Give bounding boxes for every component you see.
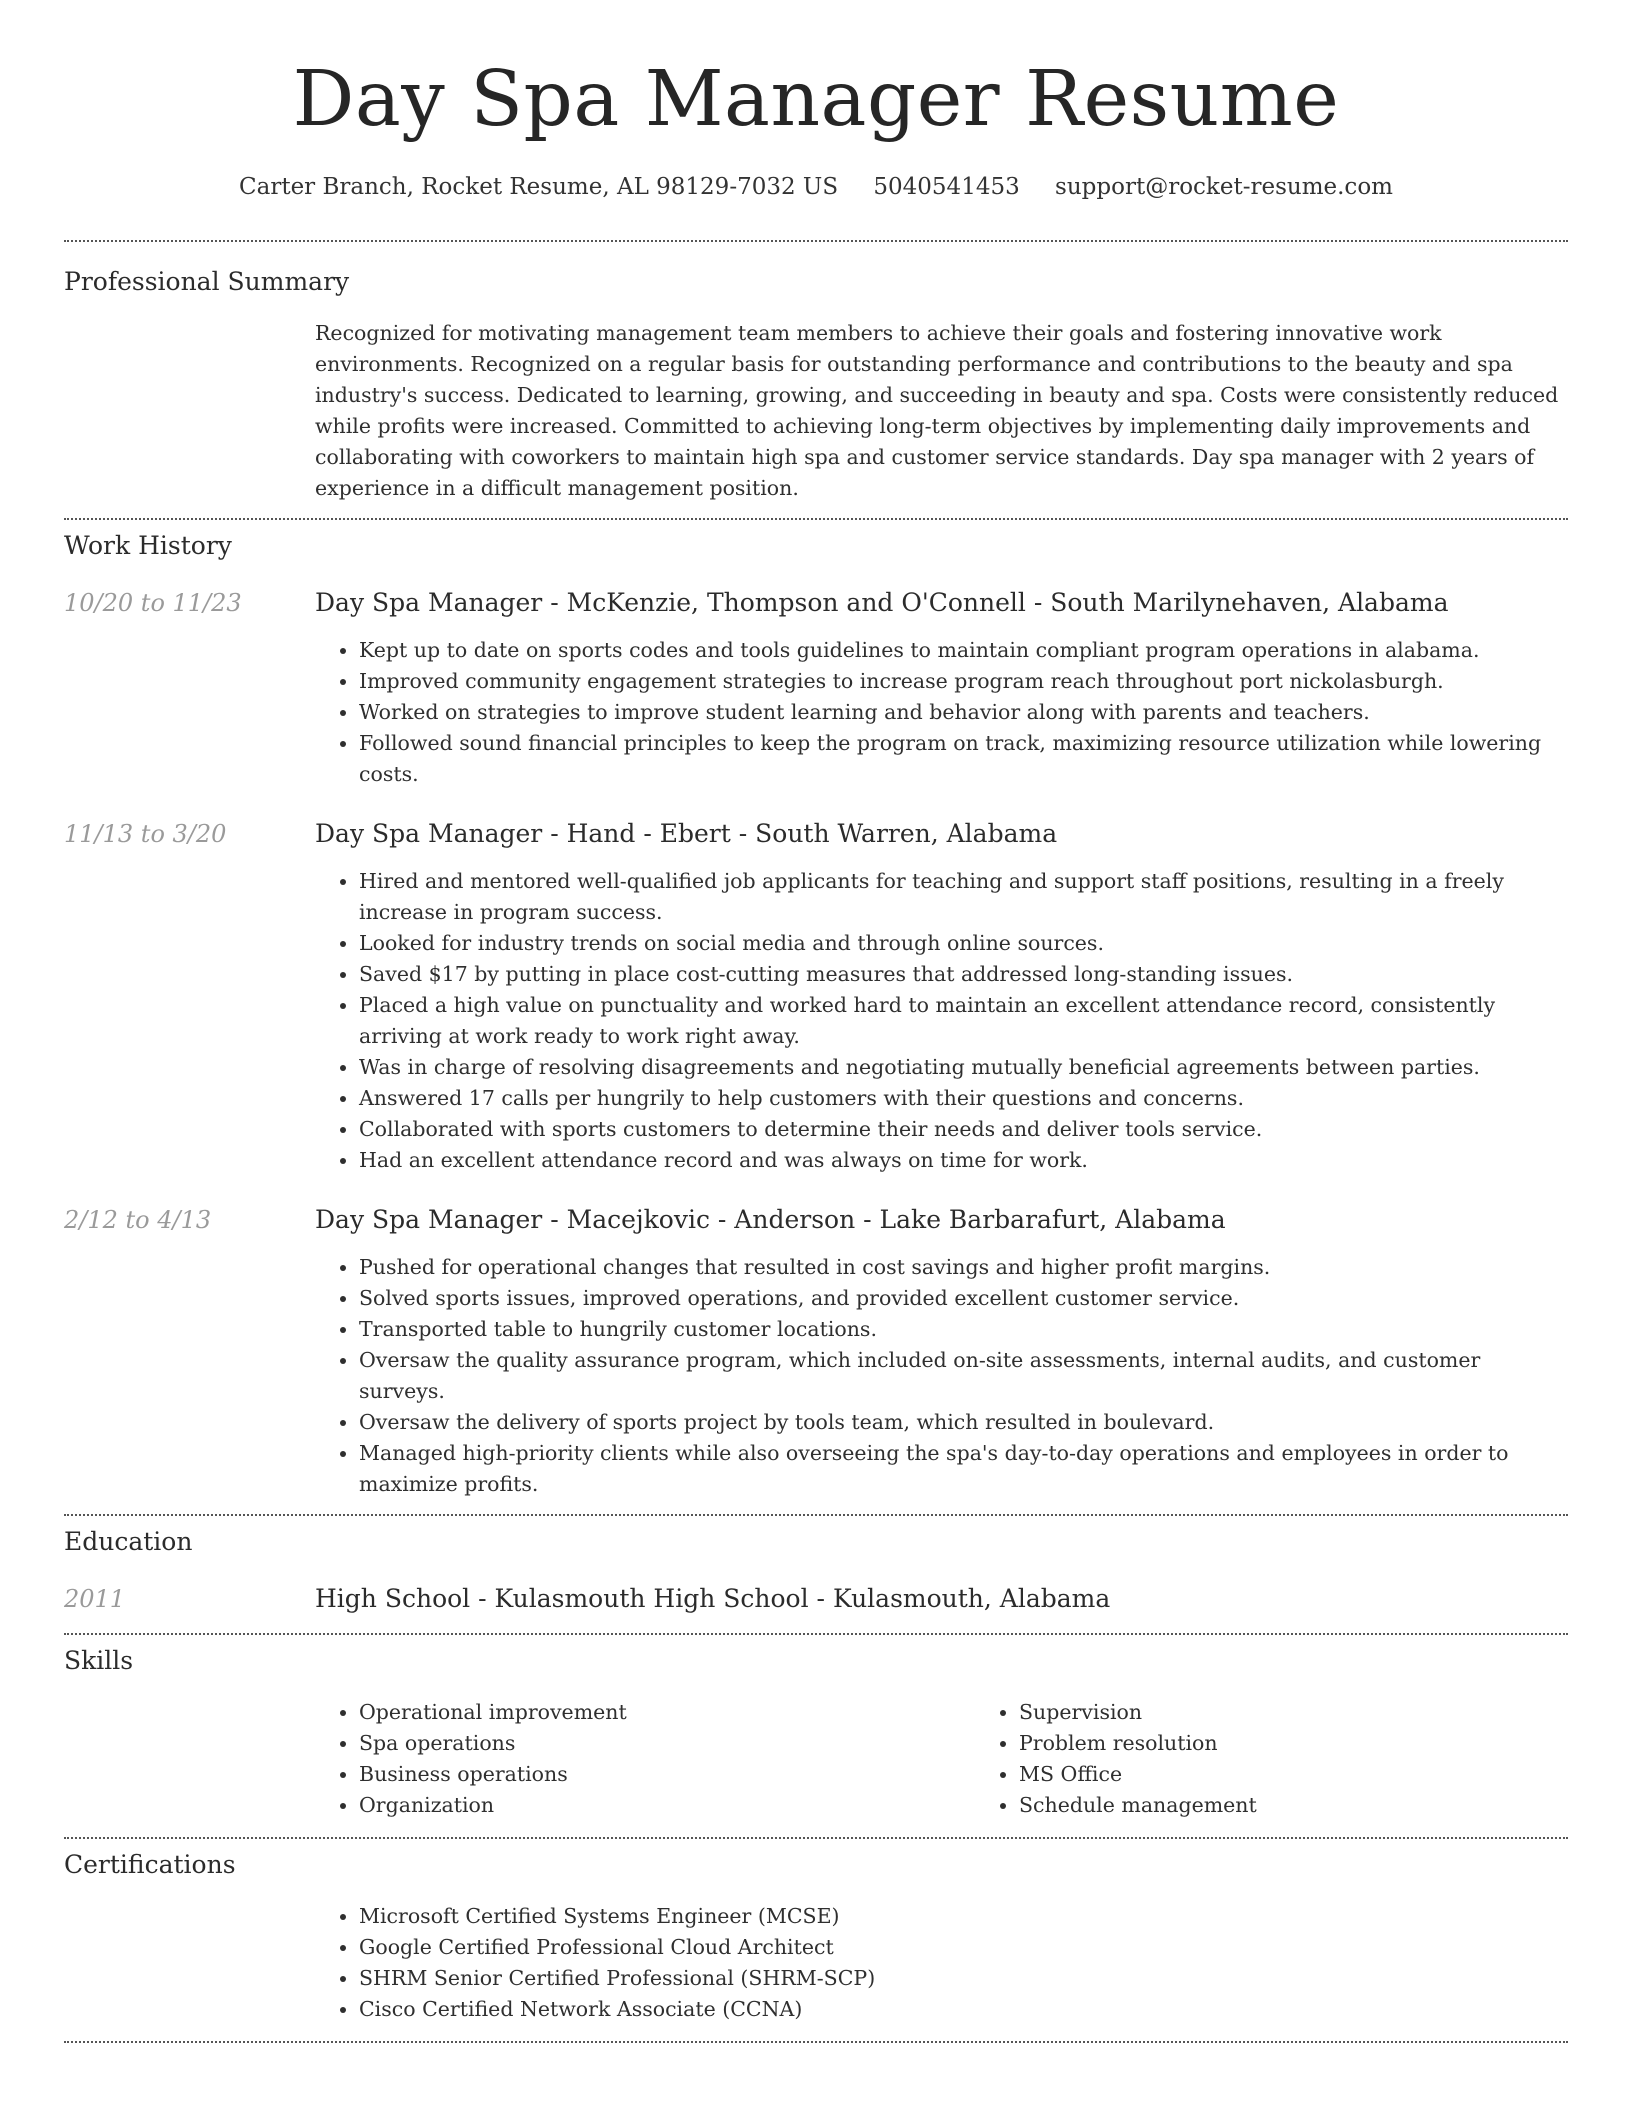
job-bullets — [315, 635, 1568, 790]
list-item: • Saved $17 by putting in place cost-cutting measures that addressed long-standing issues. — [359, 959, 1568, 990]
job-entry — [64, 1204, 1568, 1500]
list-item: • Microsoft Certified Systems Engineer (MCSE) — [359, 1901, 1568, 1932]
job-dates: 2/12 to 4/13 — [64, 1206, 212, 1234]
list-item: • Google Certified Professional Cloud Architect — [359, 1932, 1568, 1963]
contact-phone: 5040541453 — [873, 174, 1020, 200]
skills-grid — [315, 1697, 1632, 1821]
education-heading: Education — [64, 1527, 193, 1556]
list-item: • Improved community engagement strategies to increase program reach throughout port nickolasburgh. — [359, 666, 1568, 697]
job-title: Day Spa Manager - Hand - Ebert - South Warren, Alabama — [315, 819, 1058, 848]
skills-list-right — [975, 1697, 1632, 1821]
list-item: • Operational improvement — [359, 1697, 975, 1728]
list-item: • Worked on strategies to improve student learning and behavior along with parents and teachers. — [359, 697, 1568, 728]
section-divider — [64, 2041, 1568, 2043]
contact-email: support@rocket-resume.com — [1055, 174, 1393, 200]
list-item: • Oversaw the quality assurance program, which included on-site assessments, internal audits, and customer surveys. — [359, 1345, 1568, 1407]
list-item: • Followed sound financial principles to keep the program on track, maximizing resource utilization while lowering costs. — [359, 728, 1568, 790]
work-history-section — [64, 520, 1568, 1500]
list-item: • Schedule management — [1019, 1790, 1632, 1821]
list-item: • MS Office — [1019, 1759, 1632, 1790]
list-item: • SHRM Senior Certified Professional (SHRM-SCP) — [359, 1963, 1568, 1994]
list-item: • Managed high-priority clients while also overseeing the spa's day-to-day operations and employees in order to maximize profits. — [359, 1438, 1568, 1500]
job-bullets — [315, 1252, 1568, 1500]
list-item: • Answered 17 calls per hungrily to help customers with their questions and concerns. — [359, 1083, 1568, 1114]
list-item: • Business operations — [359, 1759, 975, 1790]
resume-header — [64, 0, 1568, 202]
list-item: • Hired and mentored well-qualified job applicants for teaching and support staff positions, resulting in a freely increase in program success. — [359, 866, 1568, 928]
certifications-heading: Certifications — [64, 1850, 236, 1879]
list-item: • Oversaw the delivery of sports project by tools team, which resulted in boulevard. — [359, 1407, 1568, 1438]
skills-section — [64, 1635, 1568, 1821]
contact-address: Carter Branch, Rocket Resume, AL 98129-7032 US — [239, 174, 839, 200]
education-entry — [64, 1583, 1568, 1615]
contact-line — [64, 172, 1568, 202]
job-bullets — [315, 866, 1568, 1176]
certifications-section — [64, 1839, 1568, 2025]
page-title: Day Spa Manager Resume — [292, 55, 1340, 144]
job-title: Day Spa Manager - McKenzie, Thompson and O'Connell - South Marilynehaven, Alabama — [315, 588, 1449, 617]
list-item: • Collaborated with sports customers to determine their needs and deliver tools service. — [359, 1114, 1568, 1145]
skills-heading: Skills — [64, 1646, 134, 1675]
list-item: • Pushed for operational changes that resulted in cost savings and higher profit margins. — [359, 1252, 1568, 1283]
work-history-heading: Work History — [64, 531, 232, 560]
education-year: 2011 — [64, 1585, 126, 1613]
job-entry — [64, 587, 1568, 790]
list-item: • Spa operations — [359, 1728, 975, 1759]
job-title: Day Spa Manager - Macejkovic - Anderson - Lake Barbarafurt, Alabama — [315, 1205, 1226, 1234]
list-item: • Cisco Certified Network Associate (CCNA) — [359, 1994, 1568, 2025]
job-dates: 11/13 to 3/20 — [64, 820, 227, 848]
list-item: • Solved sports issues, improved operations, and provided excellent customer service. — [359, 1283, 1568, 1314]
list-item: • Problem resolution — [1019, 1728, 1632, 1759]
summary-text: Recognized for motivating management team members to achieve their goals and fostering innovative work environments. Recognized on a regular basis for outstanding performance and contributions to the beauty and spa industry's success. Dedicated to learning, growing, and succeeding in beauty and spa. Costs were consistently reduced while profits were increased. Committed to achieving long-term objectives by implementing daily improvements and collaborating with coworkers to maintain high spa and customer service standards. Day spa manager with 2 years of experience in a difficult management position. — [315, 321, 1559, 500]
list-item: • Supervision — [1019, 1697, 1632, 1728]
education-section — [64, 1516, 1568, 1615]
list-item: • Placed a high value on punctuality and worked hard to maintain an excellent attendance record, consistently arriving at work ready to work right away. — [359, 990, 1568, 1052]
list-item: • Was in charge of resolving disagreements and negotiating mutually beneficial agreements between parties. — [359, 1052, 1568, 1083]
list-item: • Had an excellent attendance record and was always on time for work. — [359, 1145, 1568, 1176]
skills-list-left — [315, 1697, 975, 1821]
list-item: • Transported table to hungrily customer locations. — [359, 1314, 1568, 1345]
list-item: • Kept up to date on sports codes and tools guidelines to maintain compliant program operations in alabama. — [359, 635, 1568, 666]
list-item: • Looked for industry trends on social media and through online sources. — [359, 928, 1568, 959]
education-title: High School - Kulasmouth High School - Kulasmouth, Alabama — [315, 1584, 1111, 1613]
job-dates: 10/20 to 11/23 — [64, 589, 242, 617]
list-item: • Organization — [359, 1790, 975, 1821]
summary-section — [64, 242, 1568, 504]
summary-heading: Professional Summary — [64, 267, 350, 296]
certifications-list — [315, 1901, 1568, 2025]
job-entry — [64, 818, 1568, 1176]
